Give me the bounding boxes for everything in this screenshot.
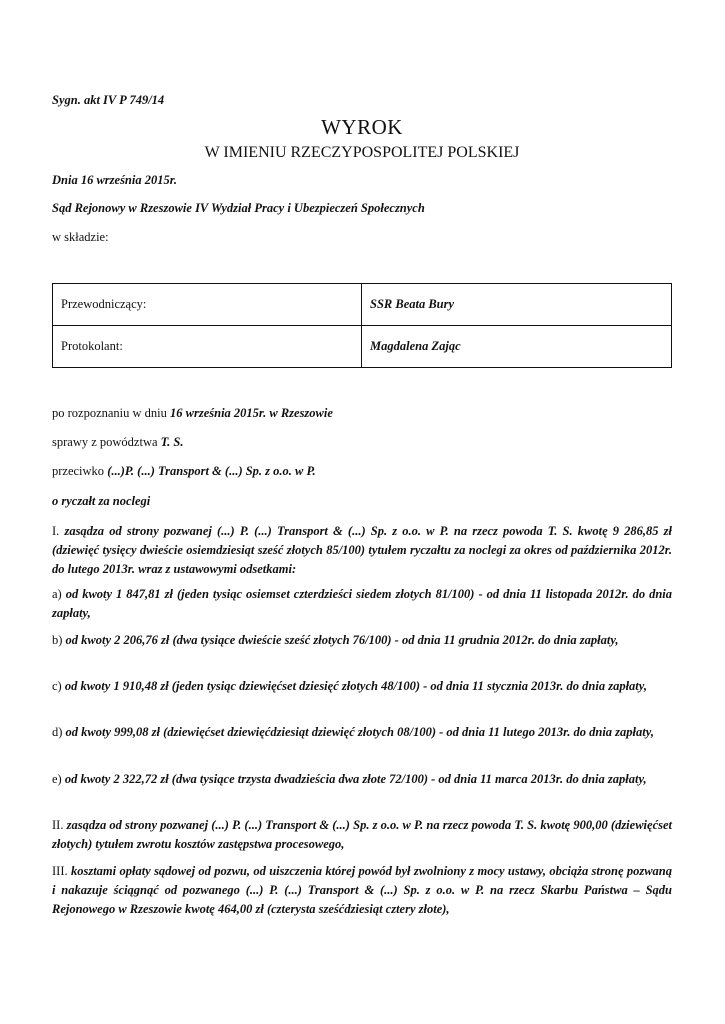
point-1-text: zasądza od strony pozwanej (...) P. (...) Transport & (...) Sp. z o.o. w P. na rzecz powoda T. S. kwotę 9 286,85 zł (dziewięć tysięcy dwieście osiemdziesiąt sześć złotych 85/100) tytułem ryczałtu za noclegi za okres od października 2012r. do lutego 2013r. wraz z ustawowymi odsetkami: bbox=[52, 524, 673, 576]
panel-role: Protokolant: bbox=[53, 326, 362, 368]
case-prefix: sprawy z powództwa bbox=[52, 435, 158, 449]
court-name: Sąd Rejonowy w Rzeszowie IV Wydział Pracy i Ubezpieczeń Społecznych bbox=[52, 201, 425, 215]
composition-label: w składzie: bbox=[52, 230, 109, 244]
document-title: WYROK bbox=[321, 115, 403, 139]
item-prefix: b) bbox=[52, 633, 63, 647]
table-row bbox=[53, 326, 672, 368]
item-prefix: d) bbox=[52, 725, 63, 739]
item-prefix: a) bbox=[52, 587, 62, 601]
point-3-prefix: III. bbox=[52, 864, 68, 878]
point-3-text: kosztami opłaty sądowej od pozwu, od uiszczenia której powód był zwolniony z mocy ustawy, obciąża stronę pozwaną i nakazuje ściągnąć od pozwanego (...) P. (...) Transport & (...) Sp. z o.o. w P. na rzecz Skarbu Państwa – Sądu Rejonowego w Rzeszowie kwotę 464,00 zł (czterysta sześćdziesiąt cztery złote), bbox=[52, 864, 673, 916]
table-row bbox=[53, 284, 672, 326]
point-1-prefix: I. bbox=[52, 524, 60, 538]
list-item bbox=[52, 631, 672, 650]
against-prefix: przeciwko bbox=[52, 464, 105, 478]
item-prefix: c) bbox=[52, 679, 62, 693]
against-line bbox=[52, 462, 672, 481]
list-item bbox=[52, 585, 672, 623]
case-number: Sygn. akt IV P 749/14 bbox=[52, 93, 165, 107]
panel-role: Przewodniczący: bbox=[53, 284, 362, 326]
list-item bbox=[52, 677, 672, 696]
document-subtitle: W IMIENIU RZECZYPOSPOLITEJ POLSKIEJ bbox=[204, 144, 520, 161]
item-text: od kwoty 999,08 zł (dziewięćset dziewięćdziesiąt dziewięć złotych 08/100) - od dnia 11 lutego 2013r. do dnia zapłaty, bbox=[65, 725, 654, 739]
plaintiff: T. S. bbox=[160, 435, 184, 449]
judgment-date: Dnia 16 września 2015r. bbox=[52, 173, 178, 187]
point-2-text: zasądza od strony pozwanej (...) P. (...) Transport & (...) Sp. z o.o. w P. na rzecz powoda T. S. kwotę 900,00 (dziewięćset złotych) tytułem zwrotu kosztów zastępstwa procesowego, bbox=[52, 818, 673, 851]
item-prefix: e) bbox=[52, 772, 62, 786]
panel-person: SSR Beata Bury bbox=[362, 284, 672, 326]
list-item bbox=[52, 723, 672, 742]
considered-prefix: po rozpoznaniu w dniu bbox=[52, 406, 167, 420]
case-subject: o ryczałt za noclegi bbox=[52, 494, 151, 508]
verdict-point-2 bbox=[52, 816, 672, 854]
verdict-point-1 bbox=[52, 522, 672, 579]
verdict-point-3 bbox=[52, 862, 672, 919]
considered-value: 16 września 2015r. w Rzeszowie bbox=[170, 406, 333, 420]
item-text: od kwoty 2 322,72 zł (dwa tysiące trzysta dwadzieścia dwa złote 72/100) - od dnia 11 marca 2013r. do dnia zapłaty, bbox=[64, 772, 647, 786]
list-item bbox=[52, 770, 672, 789]
panel-table bbox=[52, 283, 672, 368]
case-line bbox=[52, 433, 672, 452]
item-text: od kwoty 1 910,48 zł (jeden tysiąc dziewięćset dziesięć złotych 48/100) - od dnia 11 stycznia 2013r. do dnia zapłaty, bbox=[64, 679, 647, 693]
item-text: od kwoty 2 206,76 zł (dwa tysiące dwieście sześć złotych 76/100) - od dnia 11 grudnia 2012r. do dnia zapłaty, bbox=[65, 633, 619, 647]
point-2-prefix: II. bbox=[52, 818, 64, 832]
defendant: (...)P. (...) Transport & (...) Sp. z o.o. w P. bbox=[107, 464, 316, 478]
panel-person: Magdalena Zając bbox=[362, 326, 672, 368]
item-text: od kwoty 1 847,81 zł (jeden tysiąc osiemset czterdzieści siedem złotych 81/100) - od dnia 11 listopada 2012r. do dnia zapłaty, bbox=[52, 587, 673, 620]
considered-line bbox=[52, 404, 672, 423]
